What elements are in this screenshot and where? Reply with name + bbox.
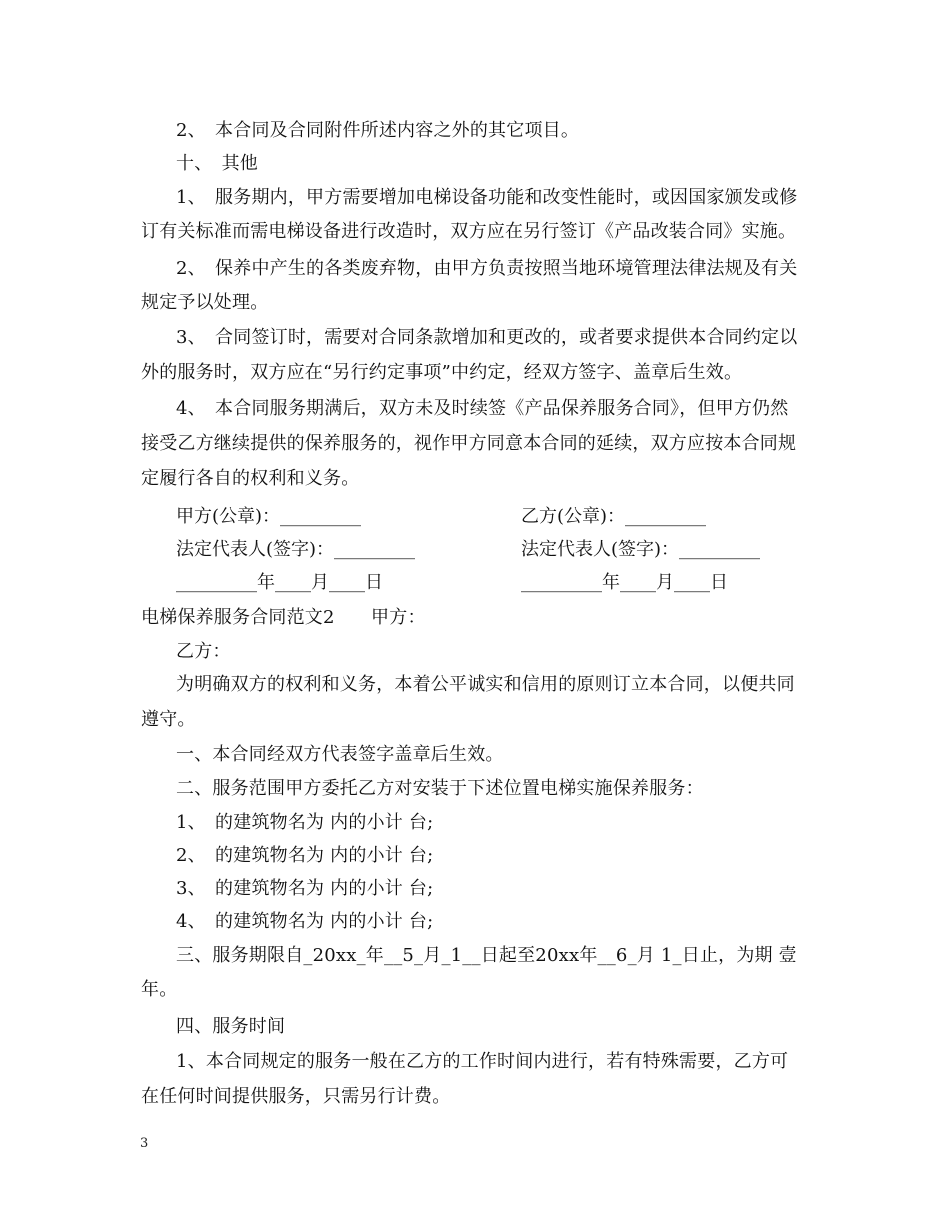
paragraph-line: 二、服务范围甲方委托乙方对安装于下述位置电梯实施保养服务： — [176, 778, 704, 799]
party-a-representative-field: 法定代表人(签字)：_________ — [176, 539, 416, 560]
party-b-date-field: _________年____月____日 — [521, 572, 728, 593]
paragraph-line: 3、 合同签订时，需要对合同条款增加和更改的，或者要求提供本合同约定以 — [176, 327, 798, 348]
section-heading: 四、服务时间 — [176, 1016, 286, 1037]
paragraph-line: 订有关标准而需电梯设备进行改造时，双方应在另行签订《产品改装合同》实施。 — [141, 221, 797, 242]
paragraph-line: 2、 保养中产生的各类废弃物，由甲方负责按照当地环境管理法律法规及有关 — [176, 258, 798, 279]
paragraph-line: 三、服务期限自_20xx_年__5_月_1__日起至20xx年__6_月 1_日止，为期 壹 — [176, 945, 797, 966]
page-number: 3 — [140, 1136, 149, 1151]
paragraph-line: 年。 — [141, 979, 178, 1000]
party-line: 乙方： — [176, 641, 231, 662]
paragraph-line: 规定予以处理。 — [141, 292, 269, 313]
party-b-representative-field: 法定代表人(签字)：_________ — [521, 539, 761, 560]
list-item: 1、 的建筑物名为 内的小计 台; — [176, 812, 434, 833]
paragraph-line: 1、本合同规定的服务一般在乙方的工作时间内进行，若有特殊需要，乙方可 — [176, 1051, 789, 1072]
paragraph-line: 1、 服务期内，甲方需要增加电梯设备功能和改变性能时，或因国家颁发或修 — [176, 187, 798, 208]
paragraph-line: 在任何时间提供服务，只需另行计费。 — [141, 1086, 451, 1107]
party-a-date-field: _________年____月____日 — [176, 572, 383, 593]
party-a-seal-field: 甲方(公章)：_________ — [176, 506, 362, 527]
list-item: 2、 的建筑物名为 内的小计 台; — [176, 845, 434, 866]
paragraph-line: 一、本合同经双方代表签字盖章后生效。 — [176, 744, 504, 765]
list-item: 3、 的建筑物名为 内的小计 台; — [176, 878, 434, 899]
paragraph-line: 定履行各自的权利和义务。 — [141, 468, 360, 489]
section-heading: 十、 其他 — [176, 153, 258, 174]
paragraph-line: 接受乙方继续提供的保养服务的，视作甲方同意本合同的延续，双方应按本合同规 — [141, 433, 797, 454]
signature-row — [0, 571, 950, 595]
paragraph-line: 外的服务时，双方应在“另行约定事项”中约定，经双方签字、盖章后生效。 — [141, 362, 743, 383]
paragraph-line: 遵守。 — [141, 709, 196, 730]
paragraph-line: 4、 本合同服务期满后，双方未及时续签《产品保养服务合同》，但甲方仍然 — [176, 398, 789, 419]
signature-row — [0, 538, 950, 562]
paragraph-line: 为明确双方的权利和义务，本着公平诚实和信用的原则订立本合同，以便共同 — [176, 674, 795, 695]
signature-row — [0, 505, 950, 529]
paragraph-line: 2、 本合同及合同附件所述内容之外的其它项目。 — [176, 120, 580, 141]
list-item: 4、 的建筑物名为 内的小计 台; — [176, 911, 434, 932]
contract-title-line: 电梯保养服务合同范文2 甲方： — [141, 607, 426, 628]
party-b-seal-field: 乙方(公章)：_________ — [521, 506, 707, 527]
